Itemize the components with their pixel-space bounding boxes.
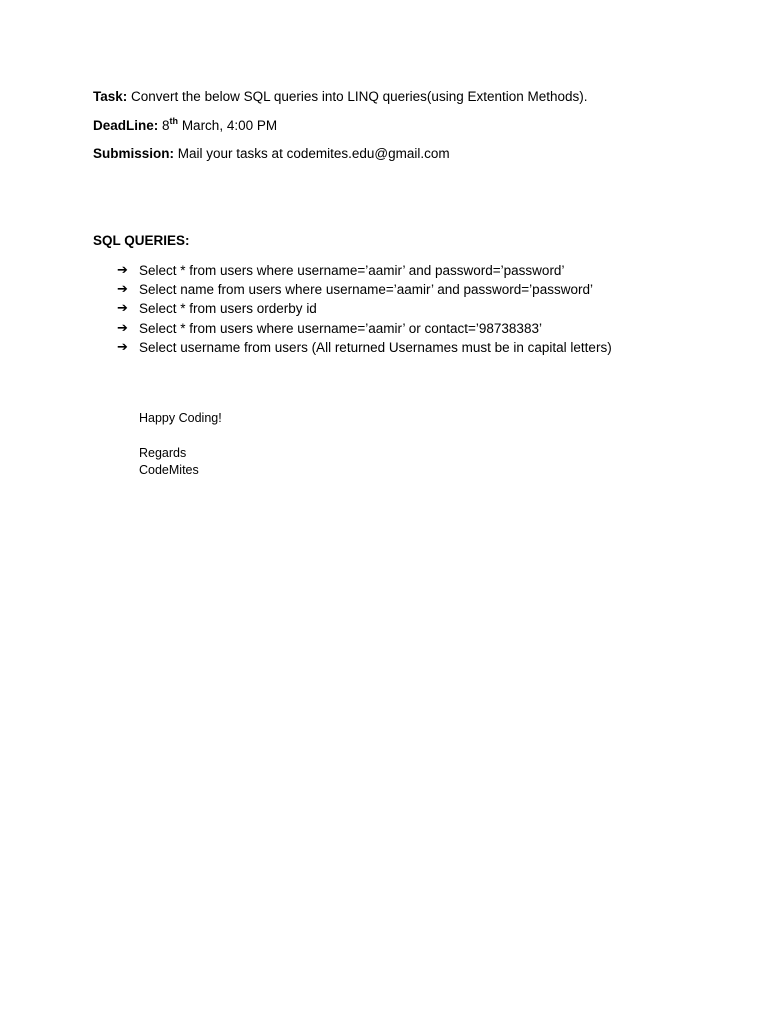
query-text: Select * from users where username=’aamir’ and password=’password’ [139,263,565,279]
query-text: Select username from users (All returned Usernames must be in capital letters) [139,339,612,355]
query-text: Select * from users orderby id [139,301,317,317]
task-text: Convert the below SQL queries into LINQ queries(using Extention Methods). [131,89,588,104]
submission-line [93,145,450,163]
query-item [117,338,612,357]
closing-regards: Regards [139,446,187,460]
deadline-day-suffix: th [169,116,179,126]
query-item [117,280,612,299]
deadline-line [93,117,277,136]
closing-greeting: Happy Coding! [139,411,222,425]
task-line [93,88,588,106]
closing-signature: CodeMites [139,463,199,477]
deadline-rest: March, 4:00 PM [181,118,278,133]
sql-query-list [117,261,612,357]
arrow-right-icon: ➔ [117,320,128,336]
arrow-right-icon: ➔ [117,263,128,279]
sql-queries-heading: SQL QUERIES: [93,233,190,248]
query-item [117,299,612,318]
arrow-right-icon: ➔ [117,339,128,355]
arrow-right-icon: ➔ [117,301,128,317]
query-item [117,261,612,280]
deadline-label: DeadLine: [93,118,159,133]
deadline-day: 8 [162,118,170,133]
arrow-right-icon: ➔ [117,282,128,298]
submission-text: Mail your tasks at codemites.edu@gmail.com [177,146,450,161]
task-label: Task: [93,89,128,104]
query-text: Select * from users where username=’aamir’ or contact=’98738383’ [139,320,542,336]
query-text: Select name from users where username=’aamir’ and password=’password’ [139,282,593,298]
query-item [117,319,612,338]
submission-label: Submission: [93,146,175,161]
